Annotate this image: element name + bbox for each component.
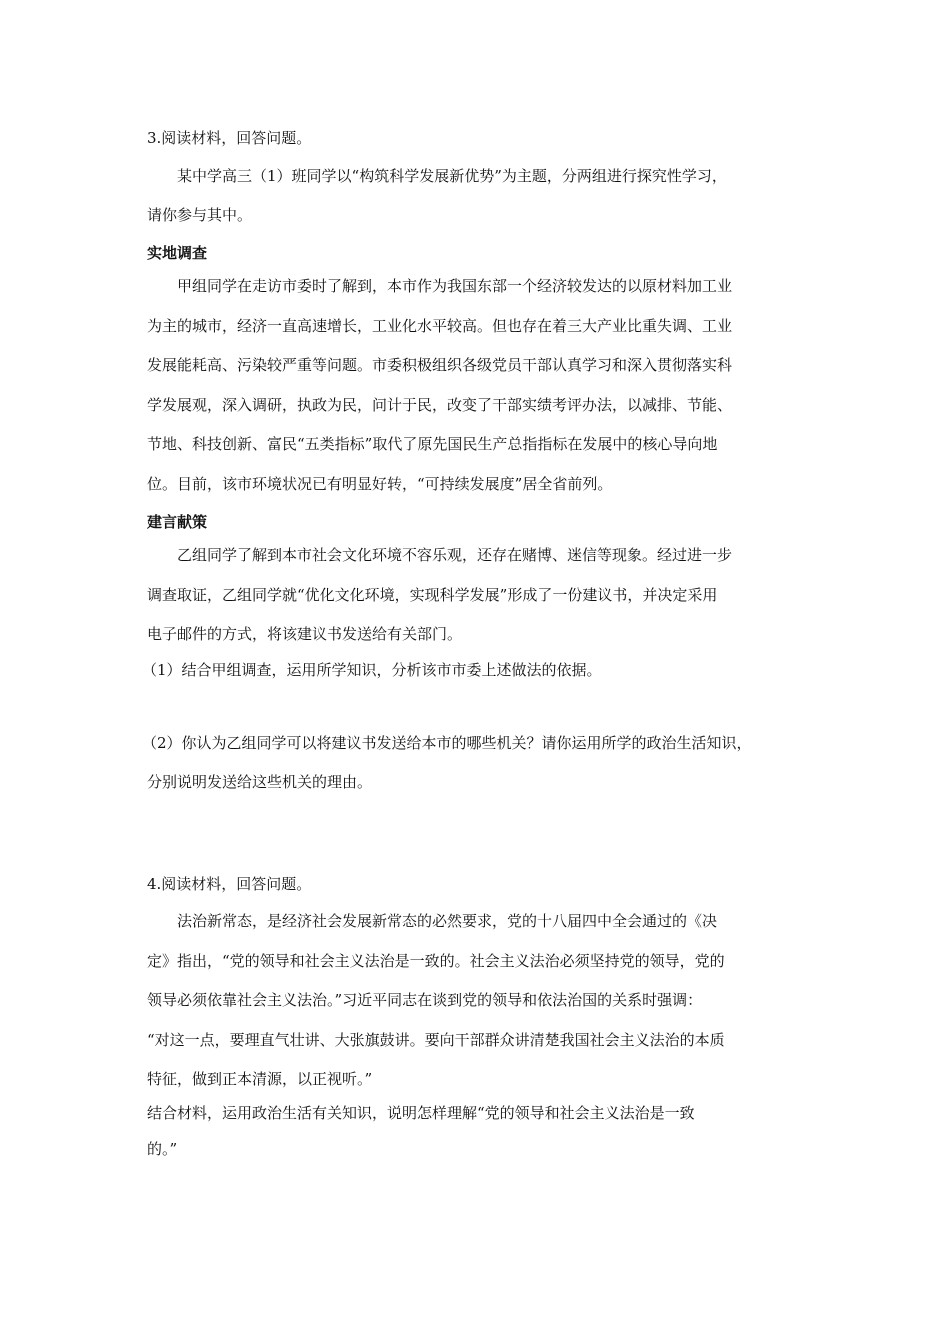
q3-section-b-line: 调查取证，乙组同学就“优化文化环境，实现科学发展”形成了一份建议书，并决定采用 [147,586,718,604]
q3-section-b-line: 电子邮件的方式，将该建议书发送给有关部门。 [147,625,463,643]
q4-heading: 4.阅读材料，回答问题。 [147,875,312,893]
q3-section-a-line: 发展能耗高、污染较严重等问题。市委积极组织各级党员干部认真学习和深入贯彻落实科 [147,356,733,374]
q4-material-line: 法治新常态，是经济社会发展新常态的必然要求，党的十八届四中全会通过的《决 [177,912,718,930]
q3-section-a-line: 学发展观，深入调研，执政为民，问计于民，改变了干部实绩考评办法，以减排、节能、 [147,396,733,414]
q4-material-line: 定》指出，“党的领导和社会主义法治是一致的。社会主义法治必须坚持党的领导，党的 [147,952,725,970]
q3-section-b-title: 建言献策 [147,513,208,531]
q3-sub-question-2: 分别说明发送给这些机关的理由。 [147,773,373,791]
q3-section-a-line: 甲组同学在走访市委时了解到，本市作为我国东部一个经济较发达的以原材料加工业 [177,277,733,295]
q3-section-a-line: 为主的城市，经济一直高速增长，工业化水平较高。但也存在着三大产业比重失调、工业 [147,317,733,335]
q3-section-b-line: 乙组同学了解到本市社会文化环境不容乐观，还存在赌博、迷信等现象。经过进一步 [177,546,733,564]
q3-section-a-title: 实地调查 [147,244,208,262]
q4-question-line: 结合材料，运用政治生活有关知识，说明怎样理解“党的领导和社会主义法治是一致 [147,1104,695,1122]
q4-material-line: 特征，做到正本清源，以正视听。” [147,1070,373,1088]
q4-material-line: 领导必须依靠社会主义法治。”习近平同志在谈到党的领导和依法治国的关系时强调： [147,991,703,1009]
q3-heading: 3.阅读材料，回答问题。 [147,129,312,147]
q4-question-line: 的。” [147,1140,178,1158]
q3-section-a-line: 节地、科技创新、富民“五类指标”取代了原先国民生产总指指标在发展中的核心导向地 [147,435,718,453]
q3-sub-question-2: （2）你认为乙组同学可以将建议书发送给本市的哪些机关？请你运用所学的政治生活知识， [142,734,752,752]
q3-section-a-line: 位。目前，该市环境状况已有明显好转，“可持续发展度”居全省前列。 [147,475,613,493]
q4-material-line: “对这一点，要理直气壮讲、大张旗鼓讲。要向干部群众讲清楚我国社会主义法治的本质 [147,1031,725,1049]
q3-intro-line: 某中学高三（1）班同学以“构筑科学发展新优势”为主题，分两组进行探究性学习， [177,167,727,185]
q3-intro-line: 请你参与其中。 [147,206,253,224]
q3-sub-question-1: （1）结合甲组调查，运用所学知识，分析该市市委上述做法的依据。 [142,661,602,679]
